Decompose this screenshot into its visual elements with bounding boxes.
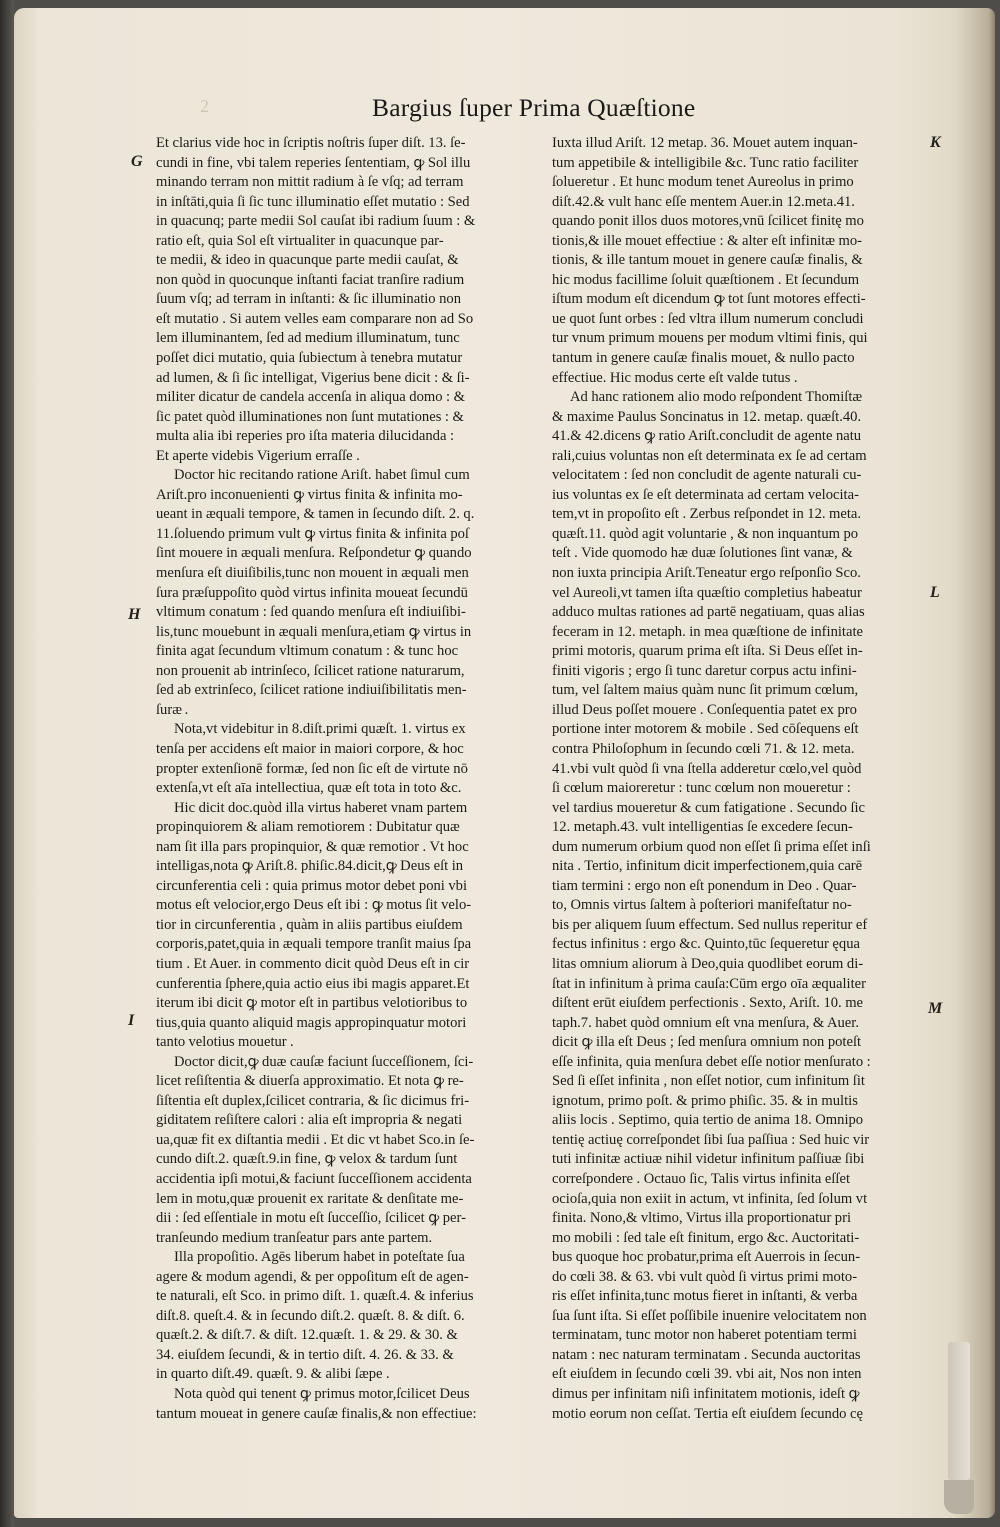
text-line: effectiue. Hic modus certe eſt valde tutus . bbox=[552, 369, 798, 386]
left-text-column bbox=[156, 134, 524, 1424]
text-line: 41.& 42.dicens ꝙ ratio Ariſt.concludit de agente natu bbox=[552, 428, 862, 445]
text-line: tenſa per accidens eſt maior in maiori corpore, & hoc bbox=[156, 740, 464, 757]
text-line: non quòd in quocunque inſtanti faciat tranſire radium bbox=[156, 271, 465, 288]
text-line: tium . Et Auer. in commento dicit quòd Deus eſt in cir bbox=[156, 955, 470, 972]
text-line: ratio eſt, quia Sol eſt virtualiter in quacunque par- bbox=[156, 232, 444, 249]
text-line: vltimum conatum : ſed quando menſura eſt indiuiſibi- bbox=[156, 604, 466, 621]
running-header: Bargius ſuper Prima Quæſtione bbox=[372, 93, 696, 122]
text-line: primi motoris, quarum prima eſt iſta. Si Deus eſſet in- bbox=[552, 643, 863, 660]
text-line: extenſa,vt eſt aīa intellectiua, quæ eſt tota in toto &c. bbox=[156, 780, 462, 797]
text-line: Hic dicit doc.quòd illa virtus haberet vnam partem bbox=[174, 799, 468, 816]
text-line: finita agat ſecundum vltimum conatum : & tunc hoc bbox=[156, 643, 459, 660]
text-line: lem illuminantem, ſed ad medium illuminatum, tunc bbox=[156, 330, 460, 347]
text-line: quæſt.2. & diſt.7. & diſt. 12.quæſt. 1. & 29. & 30. & bbox=[156, 1327, 458, 1344]
text-line: diſt.42.& vult hanc eſſe mentem Auer.in 12.meta.41. bbox=[552, 193, 855, 210]
text-line: fectus infinitus : ergo &c. Quinto,tūc ſequeretur ęqua bbox=[552, 936, 860, 953]
text-line: dicit ꝙ illa eſt Deus ; ſed menſura omnium non poteſt bbox=[552, 1034, 862, 1051]
text-line: cundo diſt.2. quæſt.9.in fine, ꝙ velox & tardum ſunt bbox=[156, 1151, 458, 1168]
text-line: cunferentia ſphere,quia actio eius ibi magis apparet.Et bbox=[156, 975, 470, 992]
text-line: corporis,patet,quia in æquali tempore tranſit maius ſpa bbox=[156, 936, 472, 953]
text-line: ſic patet quòd illuminationes non ſunt mutationes : & bbox=[156, 408, 464, 425]
margin-letter-g: G bbox=[131, 153, 143, 170]
text-line: tius,quia quanto aliquid magis appropinquatur motori bbox=[156, 1014, 467, 1031]
text-line: Ad hanc rationem alio modo reſpondent Thomiſtæ bbox=[570, 389, 863, 406]
text-line: motio eorum non ceſſat. Tertia eſt eiuſdem ſecundo cę bbox=[552, 1405, 863, 1422]
text-line: te naturali, eſt Sco. in primo diſt. 1. quæſt.4. & inferius bbox=[156, 1288, 474, 1305]
margin-letter-i: I bbox=[128, 1012, 135, 1029]
text-line: ueant in æquali tempore, & tamen in ſecundo diſt. 2. q. bbox=[156, 506, 475, 523]
page-mark: 2 bbox=[200, 96, 209, 116]
text-line: portione inter motorem & mobile . Sed cōſequens eſt bbox=[552, 721, 859, 738]
text-line: ſuræ . bbox=[156, 701, 189, 718]
text-line: tranſeundo medium tranſeatur pars ante partem. bbox=[156, 1229, 433, 1246]
text-line: terminatam, tunc motor non haberet potentiam termi bbox=[552, 1327, 857, 1344]
text-line: circunferentia celi : quia primus motor debet poni vbi bbox=[156, 877, 468, 894]
text-line: to, Omnis virtus ſaltem à poſteriori manifeſtatur no- bbox=[552, 897, 852, 914]
text-line: 41.vbi vult quòd ſi vna ſtella adderetur cœlo,vel quòd bbox=[552, 760, 862, 777]
book-edge-shadow bbox=[0, 0, 14, 1527]
text-line: ſtat in infinitum à prima cauſa:Cūm ergo oīa æqualiter bbox=[552, 975, 867, 992]
text-line: in quarto diſt.49. quæſt. 9. & alibi ſæpe . bbox=[156, 1366, 390, 1383]
text-line: iterum ibi dicit ꝙ motor eſt in partibus velotioribus to bbox=[156, 995, 468, 1012]
text-line: dimus per infinitam niſi infinitatem motionis, ideſt ꝙ bbox=[552, 1386, 860, 1402]
text-line: ad lumen, & ſi ſic intelligat, Vigerius bene dicit : & ſi- bbox=[156, 369, 470, 386]
text-line: tem,vt in propoſito eſt . Zerbus reſpondet in 12. meta. bbox=[552, 506, 862, 523]
text-line: finita. Nono,& vltimo, Virtus illa proportionatur pri bbox=[552, 1210, 851, 1227]
text-line: quando ponit illos duos motores,vnū ſcilicet finitę mo bbox=[552, 213, 864, 230]
text-line: lem in motu,quæ prouenit ex raritate & denſitate me- bbox=[156, 1190, 464, 1207]
right-text-column bbox=[552, 134, 918, 1424]
text-line: ſuum vſq; ad terram in inſtanti: & ſic illuminatio non bbox=[156, 291, 462, 308]
text-line: dii : ſed eſſentiale in motu eſt ſucceſſio, ſcilicet ꝙ per- bbox=[156, 1210, 466, 1227]
text-line: nita . Tertio, infinitum dicit imperfectionem,quia carē bbox=[552, 858, 863, 875]
text-line: velocitatem : ſed non concludit de agente naturali cu- bbox=[552, 467, 862, 484]
text-line: adduco multas rationes ad partē negatiuam, quas alias bbox=[552, 604, 865, 621]
page-tear bbox=[944, 1480, 974, 1514]
text-line: Ariſt.pro inconuenienti ꝙ virtus finita & infinita mo- bbox=[156, 486, 463, 503]
text-line: 34. eiuſdem ſecundi, & in tertio diſt. 4. 26. & 33. & bbox=[156, 1346, 454, 1363]
text-line: tuti infinitæ actiuæ nihil videtur infinitum paſſiuæ ſibi bbox=[552, 1151, 865, 1168]
text-line: Sed ſi eſſet infinita , non eſſet notior, cum infinitum ſit bbox=[552, 1073, 865, 1090]
text-line: Nota,vt videbitur in 8.diſt.primi quæſt. 1. virtus ex bbox=[174, 721, 466, 738]
text-line: cundi in fine, vbi talem reperies ſententiam, ꝙ Sol illu bbox=[156, 154, 471, 171]
text-line: feceram in 12. metaph. in mea quæſtione de infinitate bbox=[552, 623, 864, 640]
text-line: in inſtāti,quia ſi ſic tunc illuminatio eſſet mutatio : Sed bbox=[156, 193, 470, 210]
text-line: tantum moueat in genere cauſæ finalis,& non effectiue: bbox=[156, 1405, 477, 1422]
text-line: ius voluntas ex ſe eſt determinata ad certam velocita- bbox=[552, 486, 859, 503]
text-line: Doctor hic recitando ratione Ariſt. habet ſimul cum bbox=[174, 467, 470, 484]
text-line: teſt . Vide quomodo hæ duæ ſolutiones ſint vanæ, & bbox=[552, 545, 853, 562]
text-line: ocioſa,quia non exiit in actum, vt infinita, ſed ſolum vt bbox=[552, 1190, 868, 1207]
text-line: ſolueretur . Et hunc modum tenet Aureolus in primo bbox=[552, 174, 854, 191]
text-line: hic modus facillime ſoluit quæſtionem . Et ſecundum bbox=[552, 271, 860, 288]
text-line: ue quot ſunt orbes : ſed vltra illum numerum concludi bbox=[552, 310, 864, 327]
text-line: nam ſit illa pars propinquior, & quæ remotior . Vt hoc bbox=[156, 838, 469, 855]
text-line: aliis locis . Septimo, quia tertio de anima 18. Omnipo bbox=[552, 1112, 864, 1129]
text-line: tior in circunferentia , quàm in aliis partibus eiuſdem bbox=[156, 916, 463, 933]
text-line: eſt mutatio . Si autem velles eam comparare non ad So bbox=[156, 310, 474, 327]
text-line: 11.ſoluendo primum vult ꝙ virtus finita & infinita poſ bbox=[156, 525, 469, 542]
text-line: motus eſt velocior,ergo Deus eſt ibi : ꝙ motus ſit velo- bbox=[156, 897, 472, 914]
text-line: ſint mouere in æquali menſura. Reſpondetur ꝙ quando bbox=[156, 545, 472, 562]
text-line: dum numerum orbium quod non eſſet ſi prima eſſet inſi bbox=[552, 838, 871, 855]
text-line: ſura præſuppoſito quòd virtus infinita moueat ſecundū bbox=[156, 584, 468, 601]
text-line: tur vnum primum mouens per modum vltimi finis, qui bbox=[552, 330, 868, 347]
text-line: giditatem reſiſtere calori : alia eſt impropria & negati bbox=[156, 1112, 463, 1129]
text-line: tionis, & ille tantum mouet in genere cauſæ finalis, & bbox=[552, 252, 863, 269]
text-line: ſiſtentia eſt duplex,ſcilicet contraria, & ſic dicimus fri- bbox=[156, 1092, 470, 1109]
margin-letter-m: M bbox=[928, 1000, 943, 1017]
text-line: lis,tunc mouebunt in æquali menſura,etiam ꝙ virtus in bbox=[156, 623, 472, 640]
text-line: propter extenſionē formæ, ſed non ſic eſt de virtute nō bbox=[156, 760, 468, 777]
text-line: eſt eiuſdem in ſecundo cœli 39. vbi ait, Nos non inten bbox=[552, 1366, 862, 1383]
text-line: militer dicatur de candela accenſa in aliqua domo : & bbox=[156, 389, 465, 406]
text-line: ua,quæ fit ex diſtantia medii . Et dic vt habet Sco.in ſe- bbox=[156, 1131, 475, 1148]
text-line: bus quoque hoc probatur,prima eſt Auerrois in ſecun- bbox=[552, 1249, 861, 1266]
text-line: bis per aliquem ſuum effectum. Sed nullus reperitur ef bbox=[552, 916, 868, 933]
paper-tab bbox=[948, 1342, 970, 1480]
text-line: contra Philoſophum in ſecundo cœli 71. & 12. meta. bbox=[552, 740, 855, 757]
text-line: diſt.8. queſt.4. & in ſecundo diſt.2. quæſt. 8. & diſt. 6. bbox=[156, 1307, 465, 1324]
text-line: rali,cuius voluntas non eſt determinata ex ſe ad certam bbox=[552, 447, 867, 464]
text-line: Iuxta illud Ariſt. 12 metap. 36. Mouet autem inquan- bbox=[552, 135, 858, 151]
text-line: te medii, & ideo in quacunque parte medii cauſat, & bbox=[156, 252, 459, 269]
text-line: 12. metaph.43. vult intelligentias ſe excedere ſecun- bbox=[552, 819, 853, 836]
text-line: Illa propoſitio. Agēs liberum habet in poteſtate ſua bbox=[174, 1249, 465, 1266]
text-line: non iuxta principia Ariſt.Teneatur ergo reſponſio Sco. bbox=[552, 565, 861, 582]
margin-letter-l: L bbox=[930, 584, 940, 601]
text-line: in quacunq; parte medii Sol cauſat ibi radium ſuum : & bbox=[156, 213, 476, 230]
text-line: iſtum modum eſt dicendum ꝙ tot ſunt motores effecti- bbox=[552, 291, 866, 308]
text-line: tum appetibile & intelligibile &c. Tunc ratio faciliter bbox=[552, 154, 859, 171]
text-line: intelligas,nota ꝙ Ariſt.8. phiſic.84.dicit,ꝙ Deus eſt in bbox=[156, 858, 464, 875]
text-line: vel tardius moueretur & cum fatigatione . Secundo ſic bbox=[552, 799, 866, 816]
text-line: Et aperte videbis Vigerium erraſſe . bbox=[156, 447, 360, 464]
text-line: litas omnium aliorum à Deo,quia quodlibet eorum di- bbox=[552, 955, 864, 972]
text-line: ſed ab extrinſeco, ſcilicet ratione indiuiſibilitatis men- bbox=[156, 682, 467, 699]
text-line: & maxime Paulus Soncinatus in 12. metap. quæſt.40. bbox=[552, 408, 862, 425]
text-line: taph.7. habet quòd omnium eſt vna menſura, & Auer. bbox=[552, 1014, 859, 1031]
text-line: ignotum, primo poſt. & primo phiſic. 35. & in multis bbox=[552, 1092, 858, 1109]
margin-letter-h: H bbox=[128, 606, 141, 623]
text-line: quæſt.11. quòd agit voluntarie , & non inquantum po bbox=[552, 525, 859, 542]
text-line: accidentia ipſi motui,& faciunt ſucceſſionem accidenta bbox=[156, 1170, 472, 1187]
text-line: do cœli 38. & 63. vbi vult quòd ſi virtus primi moto- bbox=[552, 1268, 858, 1285]
text-line: finiti vigoris ; ergo ſi tunc daretur corpus actu infini- bbox=[552, 662, 857, 679]
text-line: menſura eſt diuiſibilis,tunc non mouent in æquali men bbox=[156, 565, 469, 582]
text-line: agere & modum agendi, & per oppoſitum eſt de agen- bbox=[156, 1268, 469, 1285]
text-line: eſſe infinita, quia menſura debet eſſe notior menſurato : bbox=[552, 1053, 871, 1070]
text-line: Et clarius vide hoc in ſcriptis noſtris ſuper diſt. 13. ſe- bbox=[156, 135, 466, 151]
text-line: correſpondere . Octauo ſic, Talis virtus infinita eſſet bbox=[552, 1170, 851, 1187]
text-line: ris eſſet infinita,tunc motus fieret in inſtanti, & verba bbox=[552, 1288, 858, 1305]
text-line: propinquiorem & aliam remotiorem : Dubitatur quæ bbox=[156, 819, 460, 836]
text-line: natam : nec naturam terminatam . Secunda auctoritas bbox=[552, 1346, 861, 1363]
text-line: ſua ſunt iſta. Si eſſet poſſibile inuenire velocitatem non bbox=[552, 1307, 867, 1324]
text-line: diſtent erūt eiuſdem perfectionis . Sexto, Ariſt. 10. me bbox=[552, 995, 864, 1012]
text-line: multa alia ibi reperies pro iſta materia dilucidanda : bbox=[156, 428, 455, 445]
text-line: Doctor dicit,ꝙ duæ cauſæ faciunt ſucceſſionem, ſci- bbox=[174, 1053, 474, 1070]
text-line: Nota quòd qui tenent ꝙ primus motor,ſcilicet Deus bbox=[174, 1386, 470, 1402]
text-line: licet reſiſtentia & diuerſa approximatio. Et nota ꝙ re- bbox=[156, 1073, 464, 1090]
text-line: illud Deus poſſet mouere . Conſequentia patet ex pro bbox=[552, 701, 857, 718]
text-line: tum, vel ſaltem maius quàm nunc ſit primum cœlum, bbox=[552, 682, 859, 699]
text-line: poſſet dici mutatio, quia ſubiectum à tenebra mutatur bbox=[156, 350, 463, 367]
text-line: tentię actiuę correſpondet ſibi ſua paſſiua : Sed huic vir bbox=[552, 1131, 870, 1148]
text-line: vel Aureoli,vt tamen iſta quæſtio completius habeatur bbox=[552, 584, 862, 601]
text-line: tanto velotius mouetur . bbox=[156, 1034, 294, 1051]
text-line: mo mobili : ſed tale eſt finitum, ergo &c. Auctoritati- bbox=[552, 1229, 860, 1246]
margin-letter-k: K bbox=[930, 134, 941, 151]
text-line: tiam termini : ergo non eſt ponendum in Deo . Quar- bbox=[552, 877, 857, 894]
text-line: tantum in genere cauſæ finalis mouet, & nullo pacto bbox=[552, 350, 855, 367]
text-line: non prouenit ab intrinſeco, ſcilicet ratione naturarum, bbox=[156, 662, 465, 679]
text-line: tionis,& ille mouet effectiue : & alter eſt infinitæ mo- bbox=[552, 232, 863, 249]
text-line: ſi cœlum maioreretur : tunc cœlum non moueretur : bbox=[552, 780, 851, 797]
text-line: minando terram non mittit radium à ſe vſq; ad terram bbox=[156, 174, 464, 191]
